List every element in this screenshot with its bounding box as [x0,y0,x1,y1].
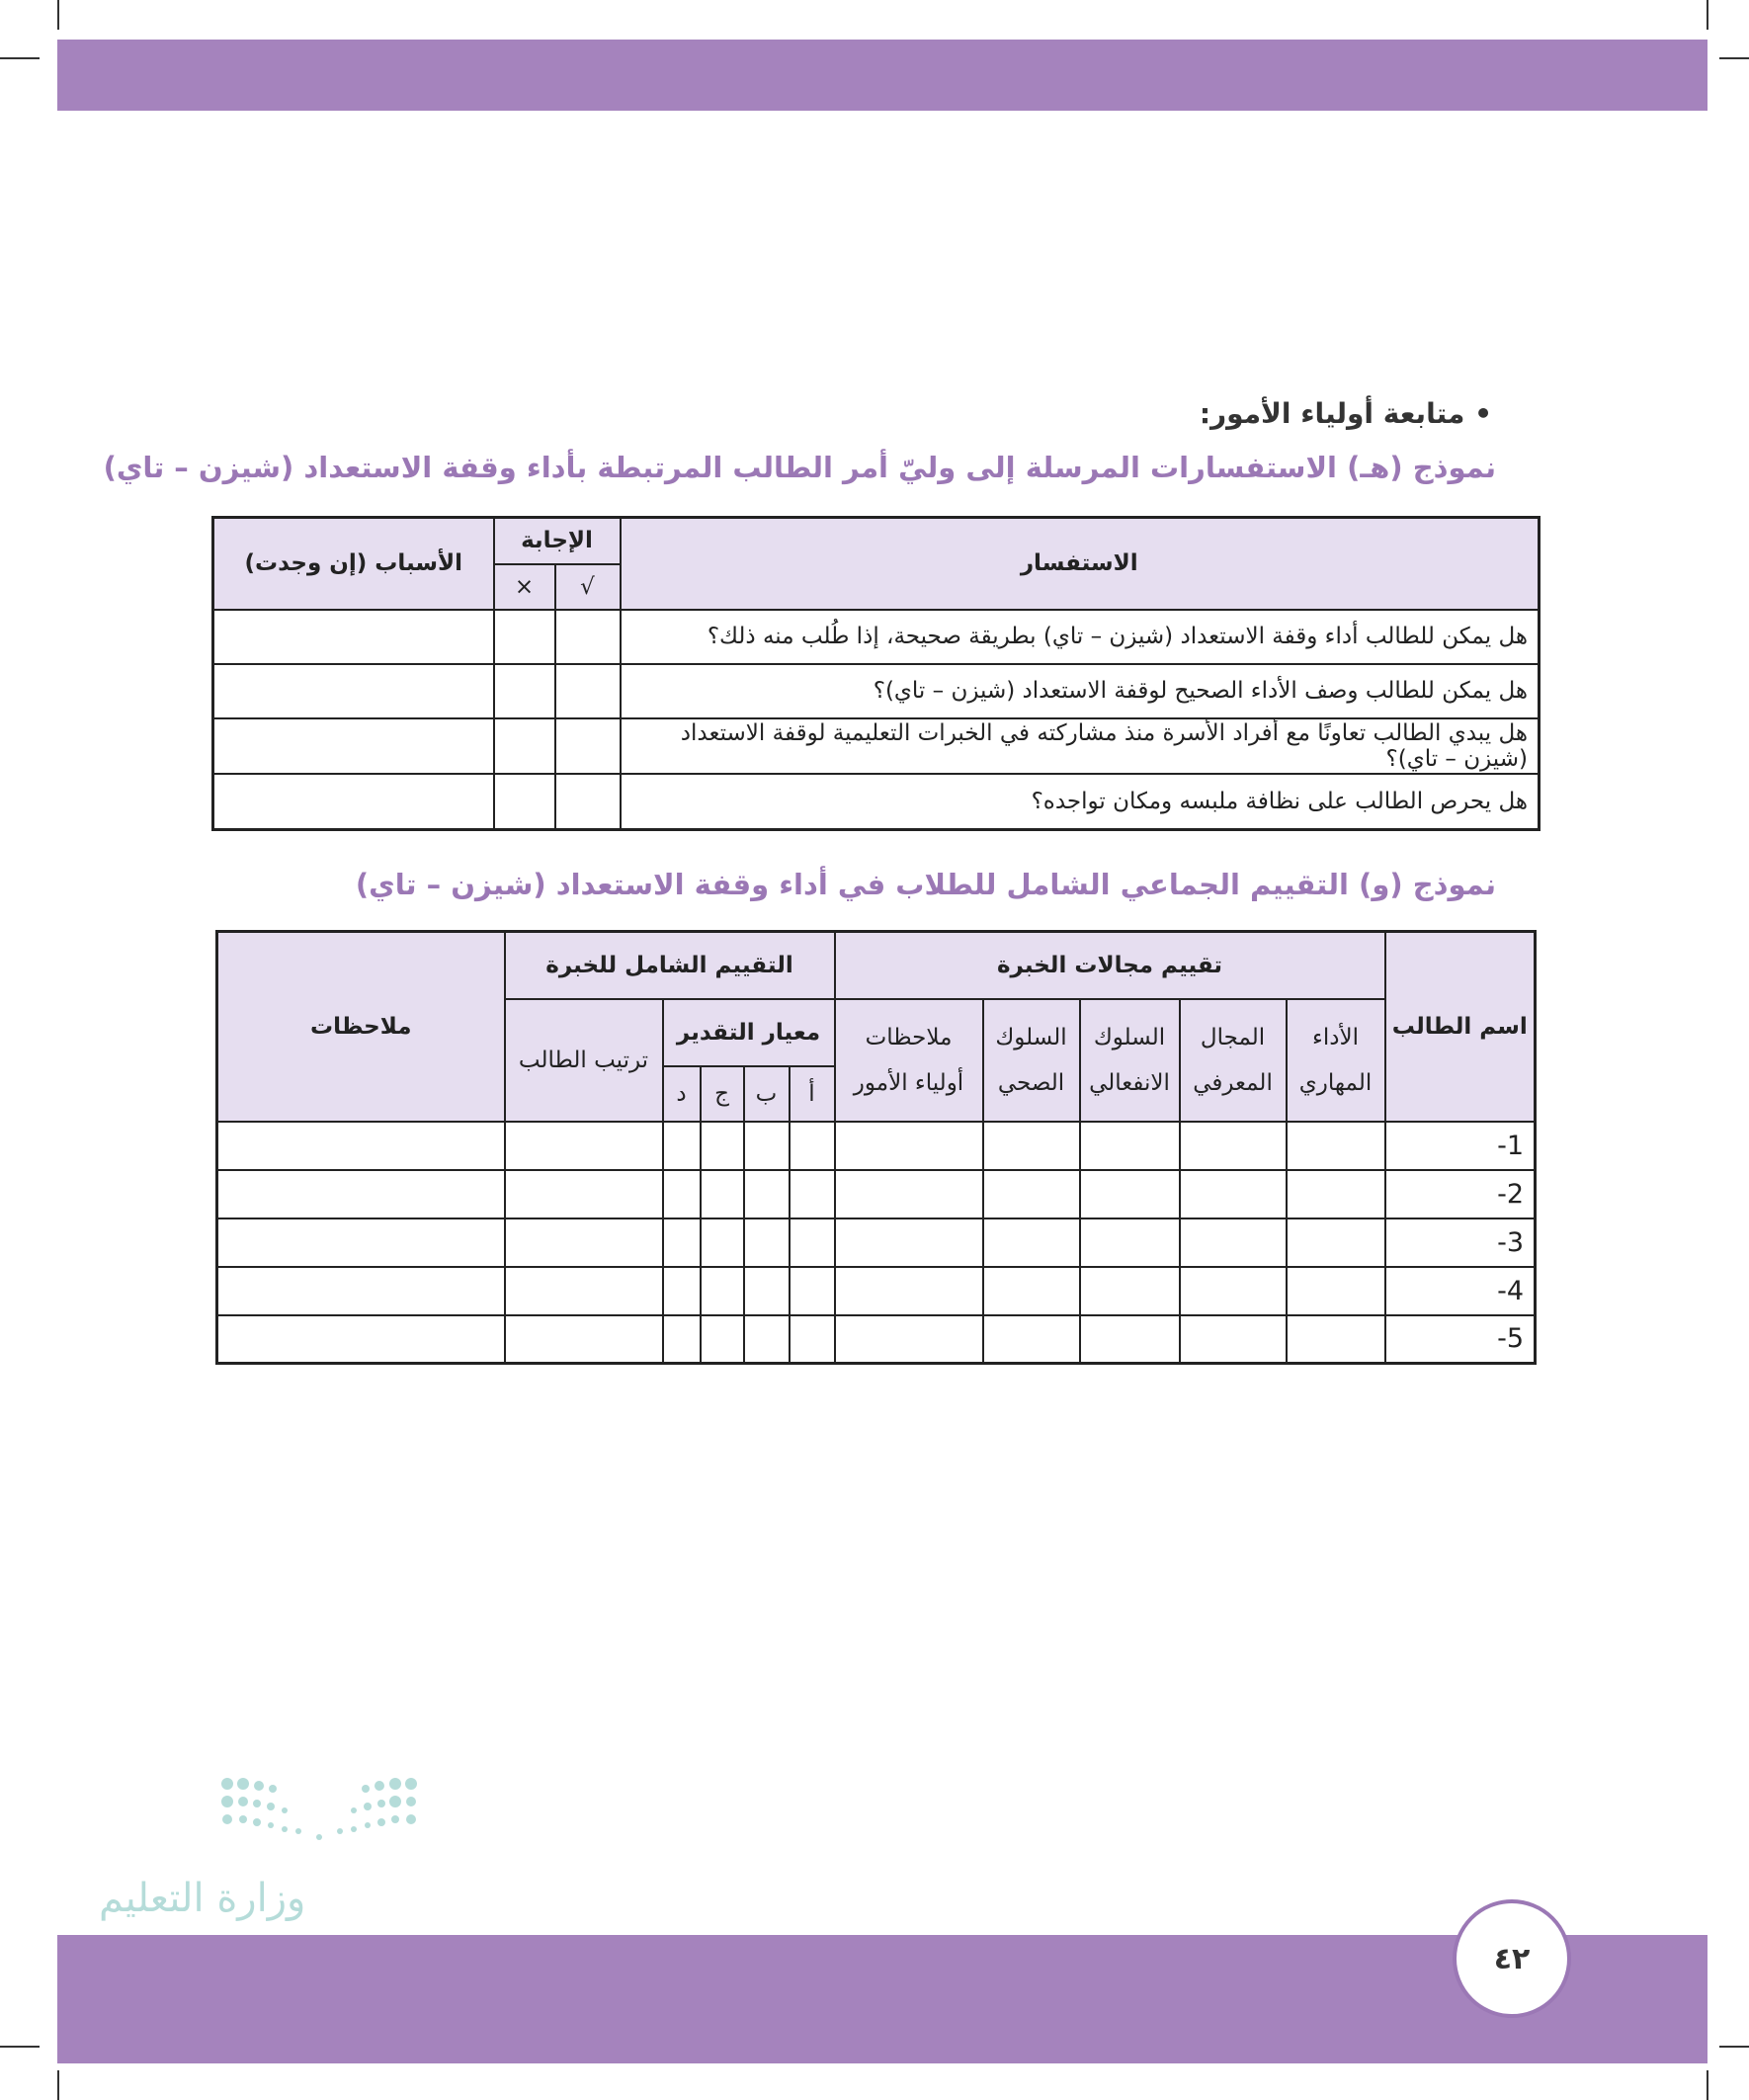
header-health [983,999,1080,1122]
header-parents-line1: ملاحظات [865,1024,953,1050]
grid-cell[interactable] [663,1267,701,1315]
table-row [213,664,1540,718]
inquiry-text: هل يحرص الطالب على نظافة ملبسه ومكان تواجده؟ [621,774,1540,830]
header-grade-d: د [663,1066,701,1122]
answer-yes-cell[interactable] [555,664,621,718]
table-row [217,1315,1536,1364]
header-emotional-line1: السلوك [1093,1024,1166,1050]
reasons-cell[interactable] [213,774,494,830]
grid-cell[interactable] [1180,1170,1287,1218]
grid-cell[interactable] [701,1315,744,1364]
grid-cell[interactable] [983,1315,1080,1364]
grid-cell[interactable] [1180,1315,1287,1364]
header-emotional-line2: الانفعالي [1089,1069,1170,1096]
grid-cell[interactable] [663,1170,701,1218]
header-reasons: الأسباب (إن وجدت) [213,518,494,610]
student-number: 2- [1385,1170,1536,1218]
grid-cell[interactable] [835,1170,983,1218]
form-h-title: نموذج (هـ) الاستفسارات المرسلة إلى وليّ أمر الطالب المرتبطة بأداء وقفة الاستعداد (شيزن – تاي) [103,451,1496,484]
table-row [213,718,1540,774]
student-number: 3- [1385,1218,1536,1267]
crop-mark [1719,2046,1749,2048]
grid-cell[interactable] [790,1170,835,1218]
inquiry-text: هل يمكن للطالب أداء وقفة الاستعداد (شيزن – تاي) بطريقة صحيحة، إذا طُلب منه ذلك؟ [621,610,1540,664]
reasons-cell[interactable] [213,610,494,664]
answer-no-cell[interactable] [494,610,555,664]
grid-cell[interactable] [701,1122,744,1170]
header-answer: الإجابة [494,518,621,564]
table-row [217,1122,1536,1170]
header-cognitive-line1: المجال [1200,1024,1266,1050]
grid-cell[interactable] [983,1122,1080,1170]
grid-cell[interactable] [1080,1267,1180,1315]
grid-cell[interactable] [1287,1267,1385,1315]
top-band [57,40,1707,111]
grid-cell[interactable] [790,1122,835,1170]
grid-cell[interactable] [1080,1170,1180,1218]
grid-cell[interactable] [1287,1122,1385,1170]
grid-cell[interactable] [744,1122,790,1170]
header-skill [1287,999,1385,1122]
answer-no-cell[interactable] [494,718,555,774]
grid-cell[interactable] [505,1122,663,1170]
header-inquiry: الاستفسار [621,518,1540,610]
grid-cell[interactable] [217,1315,505,1364]
page-number: ٤٢ [1453,1899,1571,2018]
header-health-line2: الصحي [997,1069,1065,1096]
table-row [217,1218,1536,1267]
header-rank: ترتيب الطالب [505,999,663,1122]
grid-cell[interactable] [701,1267,744,1315]
header-cognitive-line2: المعرفي [1193,1069,1273,1096]
header-health-line1: السلوك [995,1024,1067,1050]
answer-yes-cell[interactable] [555,718,621,774]
crop-mark [57,0,59,30]
reasons-cell[interactable] [213,664,494,718]
grid-cell[interactable] [1080,1122,1180,1170]
header-skill-line2: المهاري [1298,1069,1373,1096]
grid-cell[interactable] [1080,1218,1180,1267]
header-skill-line1: الأداء [1312,1024,1359,1050]
grid-cell[interactable] [663,1315,701,1364]
grid-cell[interactable] [505,1170,663,1218]
crop-mark [0,2046,40,2048]
inquiry-text: هل يبدي الطالب تعاونًا مع أفراد الأسرة منذ مشاركته في الخبرات التعليمية لوقفة الاستعداد (شيزن – تاي)؟ [621,718,1540,774]
grid-cell[interactable] [835,1315,983,1364]
form-w-table [215,930,1537,1365]
student-number: 5- [1385,1315,1536,1364]
grid-cell[interactable] [701,1218,744,1267]
crop-mark [57,2070,59,2100]
header-grade-b: ب [744,1066,790,1122]
header-student-name: اسم الطالب [1385,932,1536,1122]
grid-cell[interactable] [505,1218,663,1267]
header-grade-c: ج [701,1066,744,1122]
grid-cell[interactable] [701,1170,744,1218]
table-row [213,610,1540,664]
ministry-logo-text: وزارة التعليم [99,1876,306,1921]
grid-cell[interactable] [663,1122,701,1170]
header-criteria: معيار التقدير [663,999,835,1066]
grid-cell[interactable] [790,1267,835,1315]
answer-yes-cell[interactable] [555,774,621,830]
grid-cell[interactable] [1287,1218,1385,1267]
grid-cell[interactable] [1080,1315,1180,1364]
crop-mark [0,57,40,59]
grid-cell[interactable] [1180,1218,1287,1267]
header-domains-group: تقييم مجالات الخبرة [835,932,1385,999]
grid-cell[interactable] [505,1315,663,1364]
header-grade-a: أ [790,1066,835,1122]
grid-cell[interactable] [1287,1170,1385,1218]
table-row [217,1170,1536,1218]
inquiry-text: هل يمكن للطالب وصف الأداء الصحيح لوقفة الاستعداد (شيزن – تاي)؟ [621,664,1540,718]
header-yes: √ [555,564,621,610]
grid-cell[interactable] [744,1315,790,1364]
table-row [213,774,1540,830]
section-heading: • متابعة أولياء الأمور: [1199,397,1492,430]
header-no: × [494,564,555,610]
grid-cell[interactable] [505,1267,663,1315]
grid-cell[interactable] [217,1122,505,1170]
grid-cell[interactable] [1180,1267,1287,1315]
grid-cell[interactable] [835,1122,983,1170]
crop-mark [1707,0,1708,30]
answer-yes-cell[interactable] [555,610,621,664]
grid-cell[interactable] [744,1267,790,1315]
grid-cell[interactable] [983,1170,1080,1218]
grid-cell[interactable] [663,1218,701,1267]
reasons-cell[interactable] [213,718,494,774]
grid-cell[interactable] [217,1170,505,1218]
grid-cell[interactable] [835,1218,983,1267]
answer-no-cell[interactable] [494,664,555,718]
grid-cell[interactable] [835,1267,983,1315]
crop-mark [1707,2070,1708,2100]
student-number: 4- [1385,1267,1536,1315]
header-cognitive [1180,999,1287,1122]
header-parents-notes [835,999,983,1122]
header-parents-line2: أولياء الأمور [853,1069,964,1096]
form-w-title: نموذج (و) التقييم الجماعي الشامل للطلاب في أداء وقفة الاستعداد (شيزن – تاي) [355,868,1496,901]
grid-cell[interactable] [217,1267,505,1315]
header-notes: ملاحظات [217,932,505,1122]
grid-cell[interactable] [790,1218,835,1267]
grid-cell[interactable] [1287,1315,1385,1364]
grid-cell[interactable] [790,1315,835,1364]
form-h-table [211,516,1541,831]
grid-cell[interactable] [744,1218,790,1267]
grid-cell[interactable] [744,1170,790,1218]
grid-cell[interactable] [983,1218,1080,1267]
table-row [217,1267,1536,1315]
answer-no-cell[interactable] [494,774,555,830]
header-emotional [1080,999,1180,1122]
grid-cell[interactable] [1180,1122,1287,1170]
student-number: 1- [1385,1122,1536,1170]
crop-mark [1719,57,1749,59]
grid-cell[interactable] [983,1267,1080,1315]
header-overall-group: التقييم الشامل للخبرة [505,932,835,999]
grid-cell[interactable] [217,1218,505,1267]
